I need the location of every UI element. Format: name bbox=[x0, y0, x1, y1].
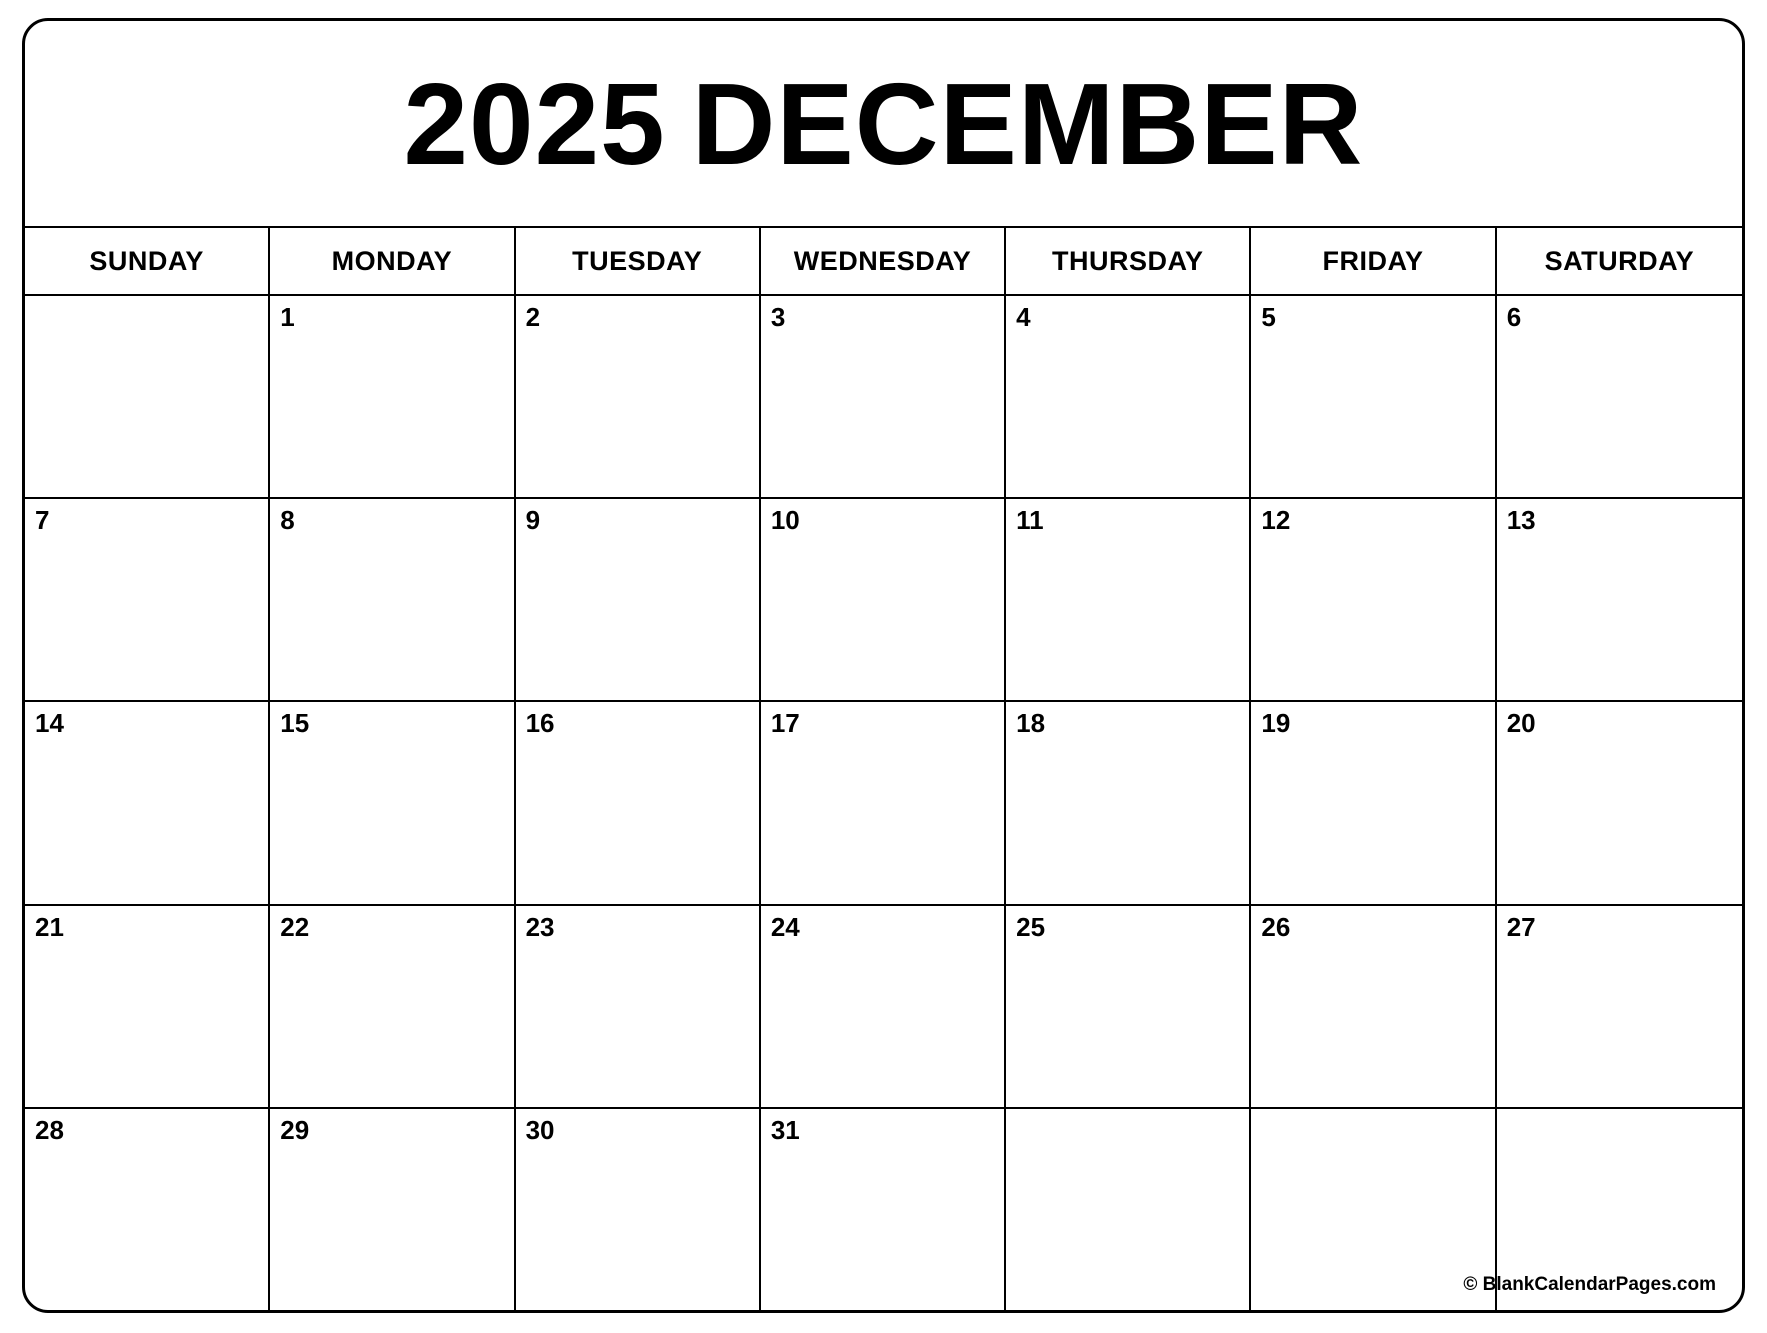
calendar-grid bbox=[25, 296, 1742, 1310]
weekday-header-row bbox=[25, 228, 1742, 296]
day-number: 5 bbox=[1261, 302, 1276, 332]
day-cell[interactable] bbox=[761, 906, 1006, 1107]
day-cell[interactable] bbox=[1251, 906, 1496, 1107]
day-number: 17 bbox=[770, 708, 800, 739]
day-number: 7 bbox=[35, 505, 50, 536]
day-number: 18 bbox=[1016, 708, 1046, 739]
day-number: 31 bbox=[770, 1114, 800, 1145]
day-cell[interactable] bbox=[1251, 499, 1496, 700]
day-cell[interactable] bbox=[270, 296, 515, 497]
day-cell[interactable] bbox=[516, 499, 761, 700]
page-title bbox=[403, 58, 1364, 189]
day-cell[interactable] bbox=[1006, 906, 1251, 1107]
day-cell[interactable] bbox=[516, 296, 761, 497]
weekday-header-tuesday: TUESDAY bbox=[516, 228, 761, 294]
day-number: 22 bbox=[280, 911, 310, 942]
day-number: 13 bbox=[1506, 505, 1536, 536]
day-number: 11 bbox=[1016, 505, 1044, 536]
day-cell[interactable] bbox=[1497, 296, 1742, 497]
day-number: 23 bbox=[525, 911, 555, 942]
title-month: DECEMBER bbox=[691, 58, 1364, 189]
day-number: 27 bbox=[1506, 911, 1536, 942]
day-number: 2 bbox=[525, 302, 541, 332]
weekday-header-monday: MONDAY bbox=[270, 228, 515, 294]
day-number: 24 bbox=[770, 911, 800, 942]
calendar-title-bar bbox=[25, 21, 1742, 228]
day-cell[interactable] bbox=[516, 1109, 761, 1310]
weekday-header-sunday: SUNDAY bbox=[25, 228, 270, 294]
day-number: 8 bbox=[280, 505, 295, 536]
day-cell[interactable] bbox=[516, 702, 761, 903]
calendar-week-row bbox=[25, 499, 1742, 702]
day-number: 25 bbox=[1016, 911, 1046, 942]
day-number: 19 bbox=[1261, 708, 1291, 739]
day-number: 3 bbox=[770, 302, 786, 332]
day-cell[interactable] bbox=[25, 906, 270, 1107]
day-number: 10 bbox=[770, 505, 800, 536]
day-cell[interactable] bbox=[25, 296, 270, 497]
day-number: 9 bbox=[525, 505, 541, 536]
day-number: 12 bbox=[1261, 505, 1291, 536]
day-cell[interactable] bbox=[1251, 1109, 1496, 1310]
day-number: 29 bbox=[280, 1114, 310, 1145]
day-cell[interactable] bbox=[25, 499, 270, 700]
day-cell[interactable] bbox=[270, 702, 515, 903]
weekday-header-friday: FRIDAY bbox=[1251, 228, 1496, 294]
day-cell[interactable] bbox=[25, 1109, 270, 1310]
calendar-week-row bbox=[25, 906, 1742, 1109]
day-cell[interactable] bbox=[1497, 906, 1742, 1107]
title-year: 2025 bbox=[403, 58, 666, 189]
day-cell[interactable] bbox=[1251, 296, 1496, 497]
day-number: 15 bbox=[280, 708, 310, 739]
day-cell[interactable] bbox=[1006, 296, 1251, 497]
day-cell[interactable] bbox=[1006, 499, 1251, 700]
weekday-header-saturday: SATURDAY bbox=[1544, 245, 1695, 276]
day-number: 30 bbox=[525, 1114, 555, 1145]
day-cell[interactable] bbox=[270, 906, 515, 1107]
site-credit: © BlankCalendarPages.com bbox=[1463, 1274, 1716, 1295]
day-cell[interactable] bbox=[1006, 702, 1251, 903]
calendar-week-row bbox=[25, 296, 1742, 499]
day-cell[interactable] bbox=[1251, 702, 1496, 903]
day-cell[interactable] bbox=[270, 1109, 515, 1310]
day-cell[interactable] bbox=[761, 499, 1006, 700]
day-cell[interactable] bbox=[761, 296, 1006, 497]
day-cell[interactable] bbox=[1497, 702, 1742, 903]
day-number: 28 bbox=[35, 1114, 64, 1145]
calendar-week-row bbox=[25, 702, 1742, 905]
day-cell[interactable] bbox=[761, 702, 1006, 903]
day-cell[interactable] bbox=[270, 499, 515, 700]
day-number: 26 bbox=[1261, 911, 1291, 942]
day-number: 6 bbox=[1506, 302, 1522, 332]
day-cell[interactable] bbox=[761, 1109, 1006, 1310]
day-cell[interactable] bbox=[1006, 1109, 1251, 1310]
day-number: 21 bbox=[35, 911, 64, 942]
day-cell[interactable] bbox=[25, 702, 270, 903]
day-number: 16 bbox=[525, 708, 555, 739]
day-number: 20 bbox=[1506, 708, 1536, 739]
weekday-header-wednesday: WEDNESDAY bbox=[761, 228, 1006, 294]
day-number: 1 bbox=[280, 302, 295, 332]
day-number: 4 bbox=[1016, 302, 1031, 332]
day-cell[interactable] bbox=[516, 906, 761, 1107]
weekday-header-thursday: THURSDAY bbox=[1006, 228, 1251, 294]
day-cell[interactable] bbox=[1497, 499, 1742, 700]
day-number: 14 bbox=[35, 708, 64, 739]
calendar-frame bbox=[22, 18, 1745, 1313]
